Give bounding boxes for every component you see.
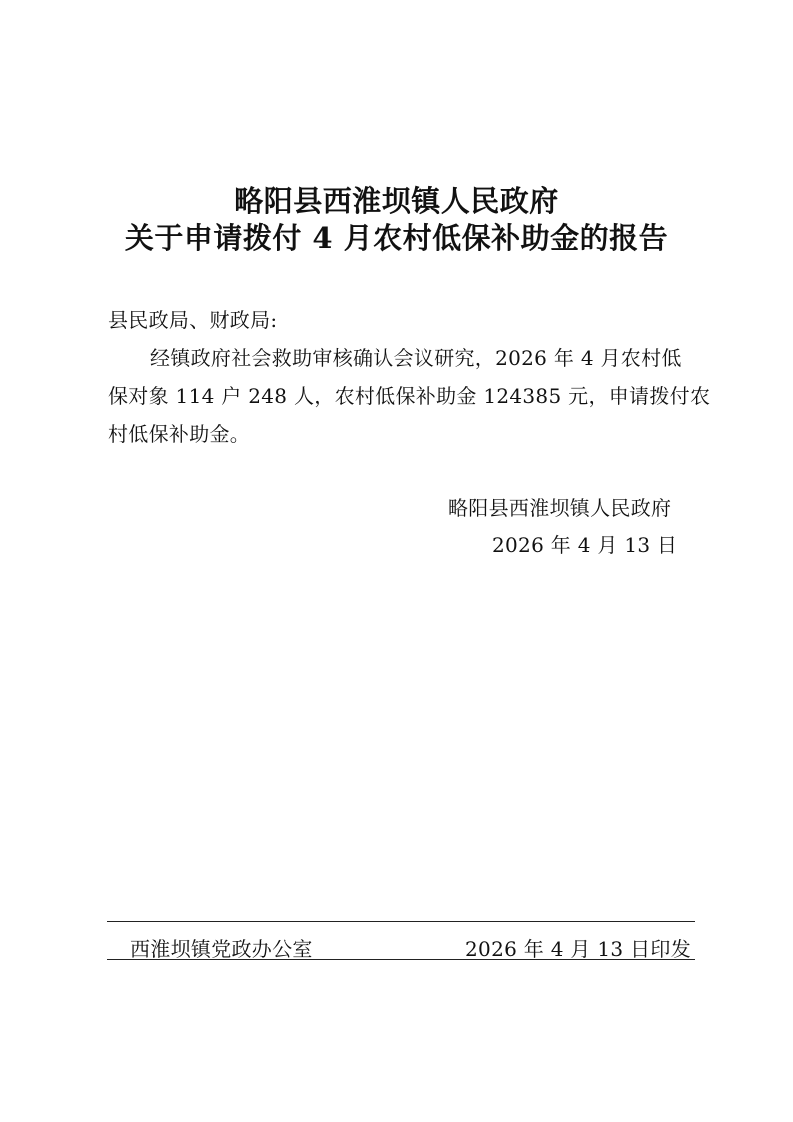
footer-issuer: 西淮坝镇党政办公室 <box>130 937 313 961</box>
document-title-line-2: 关于申请拨付 4 月农村低保补助金的报告 <box>124 221 669 255</box>
footer-top-rule <box>107 921 695 922</box>
signature-organization: 略阳县西淮坝镇人民政府 <box>448 496 672 520</box>
body-paragraph-line-3: 村低保补助金。 <box>108 422 251 446</box>
body-paragraph-line-1: 经镇政府社会救助审核确认会议研究，2026 年 4 月农村低 <box>150 346 682 370</box>
footer-bottom-rule <box>107 959 695 960</box>
footer-issue-date: 2026 年 4 月 13 日印发 <box>465 937 691 961</box>
document-title-line-1: 略阳县西淮坝镇人民政府 <box>234 184 559 218</box>
signature-date: 2026 年 4 月 13 日 <box>492 533 678 557</box>
body-paragraph-line-2: 保对象 114 户 248 人，农村低保补助金 124385 元，申请拨付农 <box>108 384 711 408</box>
addressee: 县民政局、财政局: <box>108 308 278 332</box>
